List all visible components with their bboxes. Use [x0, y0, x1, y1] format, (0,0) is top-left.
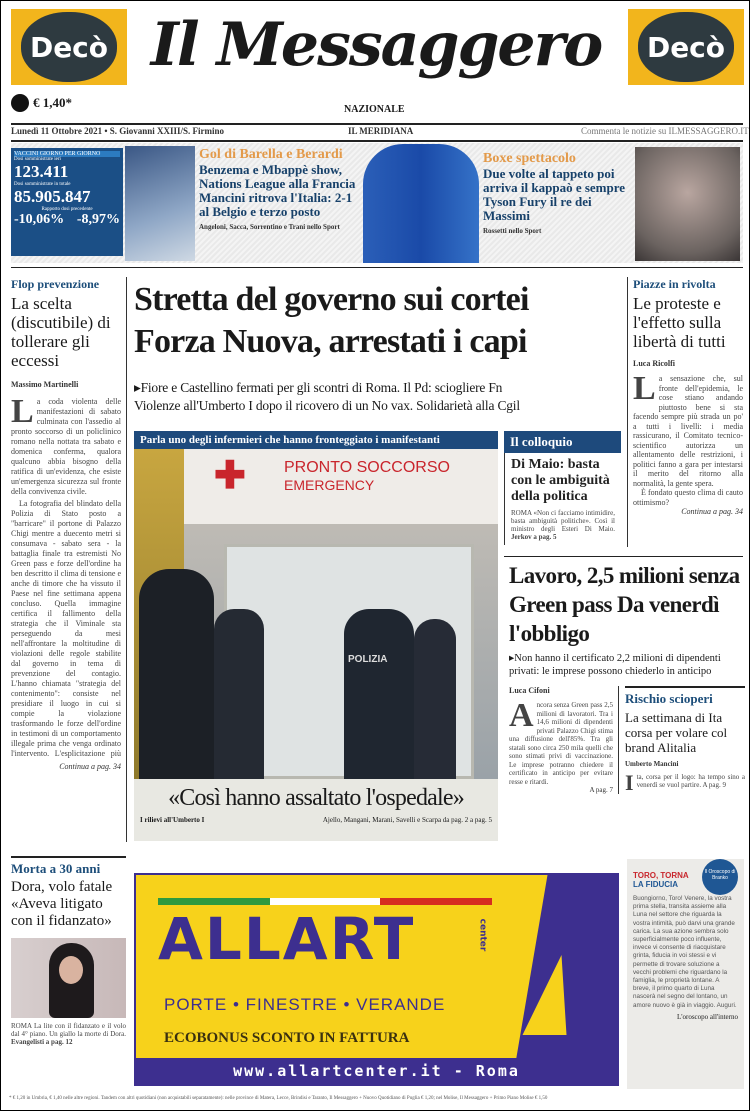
boxing-photo — [635, 147, 740, 261]
article-body: È fondato questo clima di cauto ottimismo? — [633, 488, 743, 507]
vaccine-label: Dosi somministrate ieri — [14, 157, 61, 162]
ita-article[interactable] — [625, 686, 745, 794]
kicker: Morta a 30 anni — [11, 861, 101, 876]
promo-boxing[interactable] — [483, 151, 631, 235]
article-body: a sensazione che, sul fronte dell'epidemia, le cose stiano andando piuttosto bene si sta facendo sempre più strada un po' a tutti i livelli: i media rassicurano, il Comitato tecnico-scientifico autorizza un allentamento delle restrizioni, i politici fanno a gara per intestarsi il merito del ritorno alla normalità, la gente spera. — [633, 374, 743, 488]
dropcap: L — [11, 393, 34, 430]
photo-caption: I rilievi all'Umberto I — [140, 816, 205, 824]
article-body: ta, corsa per il logo: ha tempo sino a venerdì se vuol partire. — [636, 773, 745, 789]
page-ref[interactable]: Jerkov a pag. 5 — [511, 533, 557, 541]
vaccine-pct2: -8,97% — [76, 212, 120, 227]
colloquio-box[interactable] — [504, 431, 621, 545]
horoscope-body: Buongiorno, Toro! Venere, la vostra prima stella, transita assieme alla Luna nel settore che riguarda la vostra intimità, può darvi una grande carica. La sua azione sembra solo superficialmente poco influente, invece vi consente di riacquistare grinta, fiducia in voi stessi e vi permette di trovare soluzione a vecchi problemi che riguardano la famiglia, le proprietà lontane. A breve, il primo quarto di Luna nascerà nel segno del lontano, un amore nuovo è già in viaggio. Auguri. — [633, 895, 737, 1009]
author: Umberto Mancini — [625, 760, 679, 768]
ad-logo: ALLART — [158, 905, 416, 973]
comment-link[interactable]: Commenta le notizie su ILMESSAGGERO.IT — [581, 126, 749, 136]
vaccine-label: Dosi somministrate in totale — [14, 182, 71, 187]
author: Luca Cifoni — [509, 686, 550, 695]
ad-products: PORTE • FINESTRE • VERANDE — [164, 995, 446, 1014]
headline: Due volte al tappeto poi arriva il kappaò e sempre Tyson Fury il re dei Massimi — [483, 166, 626, 223]
vaccine-total: 85.905.847 — [14, 187, 91, 206]
date-line: Lunedì 11 Ottobre 2021 • S. Giovanni XXIII/S. Firmino — [11, 126, 225, 136]
deco-ad-left[interactable] — [11, 9, 127, 85]
continue-link[interactable]: Continua a pag. 34 — [681, 507, 743, 516]
hospital-sign: EMERGENCY — [284, 477, 375, 493]
vaccine-daily: 123.411 — [14, 162, 69, 181]
kicker: LA FIDUCIA — [633, 880, 679, 889]
branko-badge: Il Oroscopo di Branko — [702, 859, 738, 895]
photo-credits: Ajello, Mangani, Marani, Savelli e Scarpa da pag. 2 a pag. 5 — [322, 816, 492, 824]
horoscope-box[interactable] — [627, 859, 744, 1089]
dora-article[interactable] — [11, 861, 126, 1046]
headline: Benzema e Mbappè show, Nations League alla Francia Mancini ritrova l'Italia: 2-1 al Belgio e terzo posto — [199, 162, 356, 219]
vaccine-syringe-photo — [125, 146, 195, 261]
footer-note: * € 1,20 in Umbria, € 1,40 nelle altre regioni. Tandem con altri quotidiani (non acquistabili separatamente): nelle province di Matera, Lecce, Brindisi e Taranto, Il Messaggero + Nuovo Quotidiano di Puglia € 1,20; nel Molise, Il Messaggero + Primo Piano Molise € 1,50 — [9, 1096, 548, 1101]
ad-offer: ECOBONUS SCONTO IN FATTURA — [164, 1030, 410, 1046]
deco-logo: Decò — [638, 12, 734, 82]
edition: NAZIONALE — [344, 104, 405, 115]
byline: Rossetti nello Sport — [483, 227, 542, 235]
headline: La settimana di Ita corsa per volare col brand Alitalia — [625, 710, 728, 755]
m-logo-icon — [11, 94, 29, 112]
deco-logo: Decò — [21, 12, 117, 82]
hospital-sign: PRONTO SOCCORSO — [284, 459, 450, 476]
page-ref[interactable]: Evangelisti a pag. 12 — [11, 1038, 73, 1046]
lead-headline[interactable] — [134, 279, 624, 363]
kicker: Flop prevenzione — [11, 277, 100, 291]
headline: La scelta (discutibile) di tollerare gli eccessi — [11, 294, 111, 370]
lead-subheads: ▸Fiore e Castellino fermati per gli scontri di Roma. Il Pd: sciogliere Fn Violenze all'Umberto I dopo il ricovero di un No vax. Solidarietà alla Cgil — [134, 379, 624, 415]
kicker: TORO, TORNA — [633, 871, 689, 880]
byline: Angeloni, Sacca, Sorrentino e Trani nello Sport — [199, 223, 340, 231]
price-info — [11, 94, 72, 112]
continue-link[interactable]: Continua a pag. 34 — [59, 762, 121, 771]
newspaper-title: Il Messaggero — [150, 10, 602, 80]
green-pass-headline[interactable]: Lavoro, 2,5 milioni senza Green pass Da venerdì l'obbligo — [509, 563, 740, 646]
page-ref[interactable]: A pag. 9 — [702, 781, 726, 789]
vaccine-label: Rapporto dosi precedente — [41, 207, 93, 212]
kicker: Gol di Barella e Berardi — [199, 147, 343, 162]
author: Luca Ricolfi — [633, 359, 675, 368]
horoscope-footer[interactable]: L'oroscopo all'interno — [676, 1012, 738, 1021]
headline: Dora, volo fatale «Aveva litigato con il fidanzato» — [11, 879, 113, 929]
subhead: Violenze all'Umberto I dopo il ricovero di un No vax. Solidarietà alla Cgil — [134, 398, 520, 413]
headline: Di Maio: basta con le ambiguità della politica — [511, 457, 610, 504]
author: Massimo Martinelli — [11, 380, 79, 389]
photo-story[interactable] — [134, 431, 498, 841]
green-pass-section — [509, 561, 745, 794]
deco-ad-right[interactable] — [628, 9, 744, 85]
ad-logo-sub: center — [477, 918, 488, 952]
vaccine-pct1: -10,06% — [14, 212, 65, 227]
left-editorial[interactable] — [11, 277, 121, 771]
headline-line: Forza Nuova, arrestati i capi — [134, 323, 527, 360]
subhead: Fiore e Castellino fermati per gli scontri di Roma. Il Pd: sciogliere Fn — [140, 380, 503, 395]
kicker: Piazze in rivolta — [633, 277, 716, 291]
kicker: Rischio scioperi — [625, 691, 713, 706]
dropcap: L — [633, 370, 656, 407]
police-label: POLIZIA — [344, 609, 414, 779]
price: € 1,40* — [33, 95, 72, 110]
page-ref[interactable]: A pag. 7 — [589, 786, 613, 794]
meridiana: IL MERIDIANA — [348, 126, 414, 136]
red-cross-icon: ✚ — [214, 455, 246, 497]
hospital-photo — [134, 449, 498, 779]
green-pass-sub: ▸Non hanno il certificato 2,2 milioni di dipendenti privati: le imprese possono chiederlo in anticipo — [509, 653, 721, 677]
ad-url[interactable]: www.allartcenter.it - Roma — [136, 1058, 617, 1084]
kicker: Boxe spettacolo — [483, 151, 576, 166]
promo-football[interactable] — [199, 147, 359, 231]
green-pass-article[interactable] — [509, 686, 619, 794]
photo-bar: Parla uno degli infermieri che hanno fronteggiato i manifestanti — [134, 431, 498, 449]
dora-photo — [11, 938, 126, 1018]
vaccine-box — [11, 148, 123, 256]
photo-headline: «Così hanno assaltato l'ospedale» — [168, 785, 464, 811]
colloquio-bar: Il colloquio — [504, 431, 621, 453]
article-body: La fotografia del blindato della Polizia di Stato posto a "barricare" il portone di Palazzo Chigi mentre a duecento metri si consumava - sabato sera - la battaglia finale tra estremisti No Green pass e forze dell'ordine ha ben descritto il clima di tensione e anche di timore che ha vissuto il Paese nel fine settimana appena concluso. Quella immagine certifica il fallimento della strategia che il Viminale sta perseguendo da mesi nell'affrontare la moltitudine di violazioni delle regole stabilite dal governo in tema di prevenzione del contagio. L'hanno chiamata "strategia del contenimento": consiste nel presidiare il luogo in cui si compie la violazione trasformando le forze dell'ordine in testimoni di un comportamento illegale prima che venga ordinato l'intervento. L'esplicitazione più — [11, 499, 121, 758]
article-body: ROMA La lite con il fidanzato e il volo dal 4° piano. Un giallo la morte di Dora. — [11, 1022, 126, 1038]
article-body: a coda violenta delle manifestazioni di sabato culminata con l'assedio al pronto soccorso di un policlinico romano nella nottata tra sabato e domenica conferma, qualora qualcuno abbia bisogno della ratifica di un'evidenza, che esiste un'emergenza sicurezza sul fronte della convivenza civile. — [11, 397, 121, 496]
headline: Le proteste e l'effetto sulla libertà di tutti — [633, 294, 726, 351]
headline-line: Stretta del governo sui cortei — [134, 281, 529, 318]
dropcap: I — [625, 770, 634, 795]
article-body: ROMA «Non ci facciamo intimidire, basta ambiguità politiche». Così il ministro degli Esteri Di Maio. — [511, 509, 615, 533]
right-editorial[interactable] — [633, 277, 743, 516]
allart-ad[interactable] — [134, 873, 619, 1086]
footballers-photo — [363, 144, 479, 263]
article-body: ncora senza Green pass 2,5 milioni di lavoratori. Tra i 14,6 milioni di dipendenti privati Palazzo Chigi stima una diffusione dell'85%. Tra gli statali sono circa 250 mila quelli che sono stimati privi di vaccinazione. Le imprese potranno chiedere il certificato in anticipo per evitare resse e ritardi. — [509, 701, 613, 786]
vaccine-title: VACCINI GIORNO PER GIORNO — [14, 151, 120, 157]
subhead: Non hanno il certificato 2,2 milioni di dipendenti privati: le imprese possono chiederlo in anticipo — [509, 653, 721, 677]
dropcap: A — [509, 697, 534, 734]
